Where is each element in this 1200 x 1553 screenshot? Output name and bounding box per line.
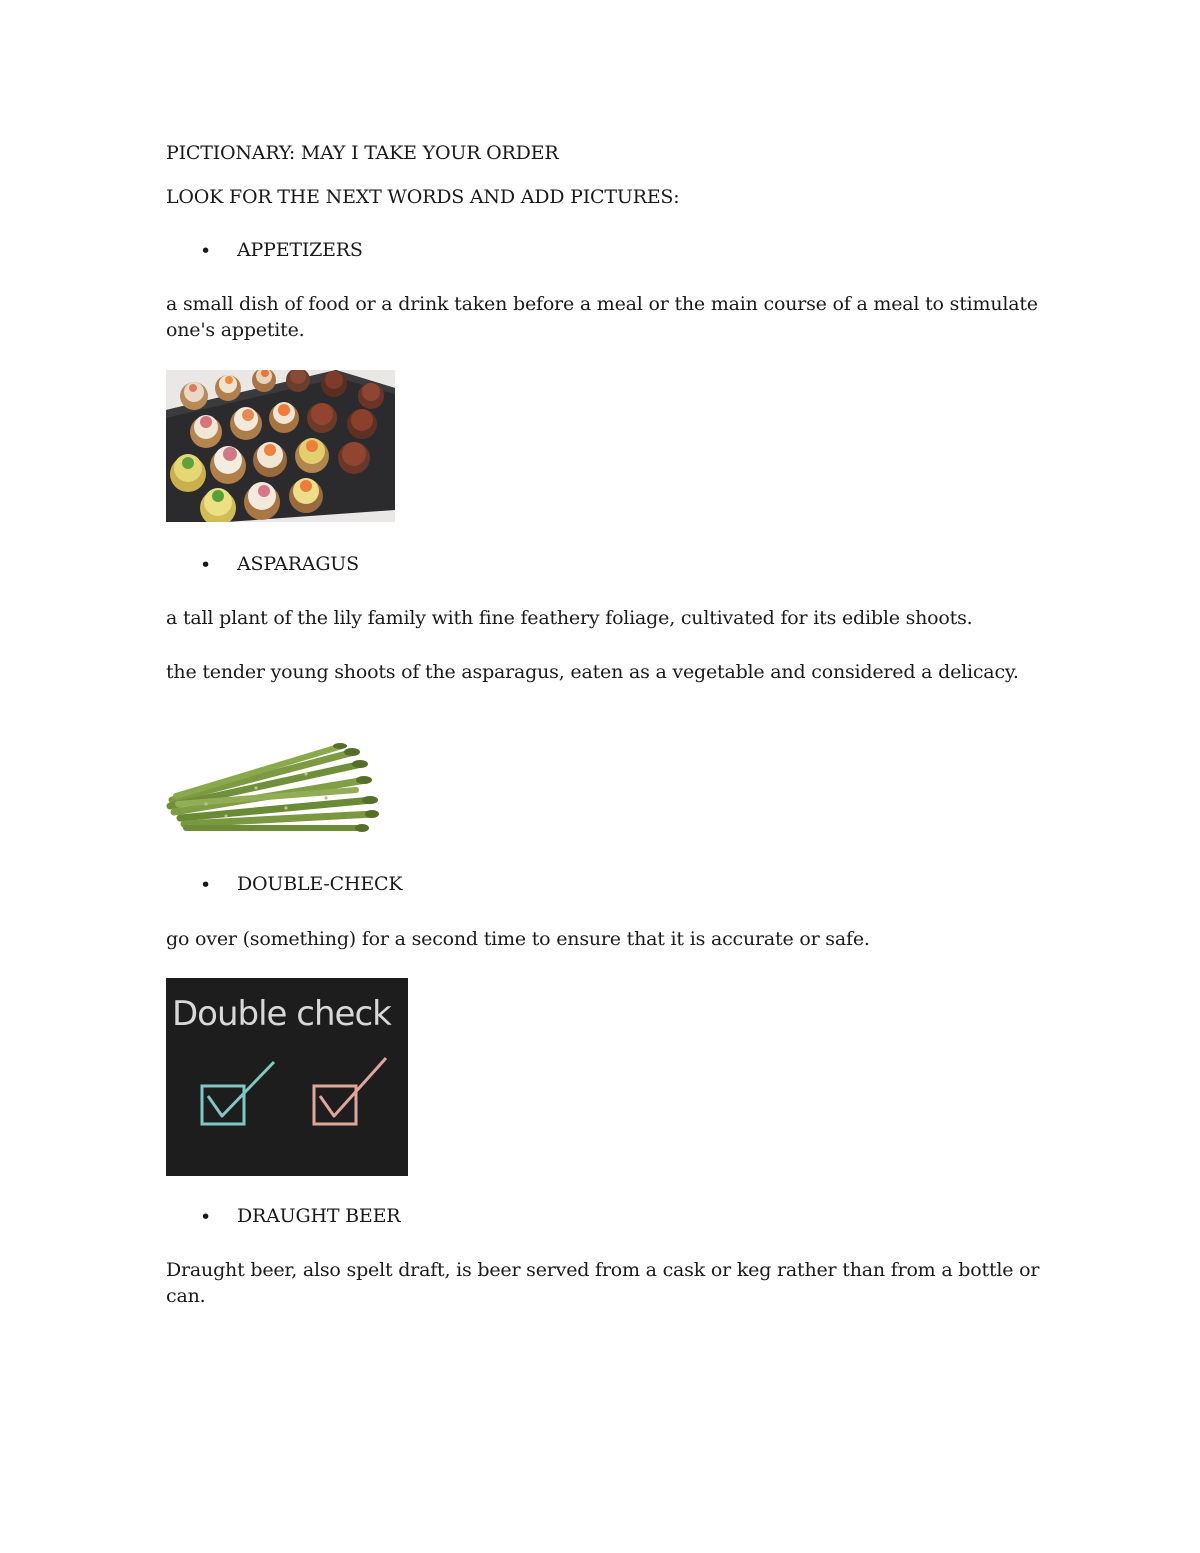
appetizers-photo [166, 370, 395, 522]
appetizers-image [166, 370, 395, 522]
checkbox-icons [166, 978, 408, 1176]
term-appetizers: APPETIZERS [237, 239, 363, 261]
term-asparagus: ASPARAGUS [237, 553, 359, 575]
instruction-text: LOOK FOR THE NEXT WORDS AND ADD PICTURES: [166, 186, 680, 208]
bullet-icon: • [200, 240, 212, 262]
definition-asparagus-1: a tall plant of the lily family with fine feathery foliage, cultivated for its edible shoots. [166, 607, 973, 629]
definition-appetizers: a small dish of food or a drink taken before a meal or the main course of a meal to stimulate one's appetite. [166, 293, 1038, 341]
asparagus-image [166, 742, 380, 838]
definition-asparagus-2: the tender young shoots of the asparagus, eaten as a vegetable and considered a delicacy. [166, 661, 1019, 683]
double-check-photo [166, 978, 408, 1176]
asparagus-photo [166, 742, 380, 838]
document-title: PICTIONARY: MAY I TAKE YOUR ORDER [166, 142, 559, 164]
bullet-icon: • [200, 554, 212, 576]
term-draught-beer: DRAUGHT BEER [237, 1205, 401, 1227]
double-check-image-text: Double check [172, 994, 391, 1034]
bullet-icon: • [200, 1206, 212, 1228]
bullet-icon: • [200, 874, 212, 896]
term-double-check: DOUBLE-CHECK [237, 873, 403, 895]
definition-double-check: go over (something) for a second time to ensure that it is accurate or safe. [166, 928, 870, 950]
definition-draught-beer: Draught beer, also spelt draft, is beer served from a cask or keg rather than from a bottle or can. [166, 1259, 1040, 1307]
